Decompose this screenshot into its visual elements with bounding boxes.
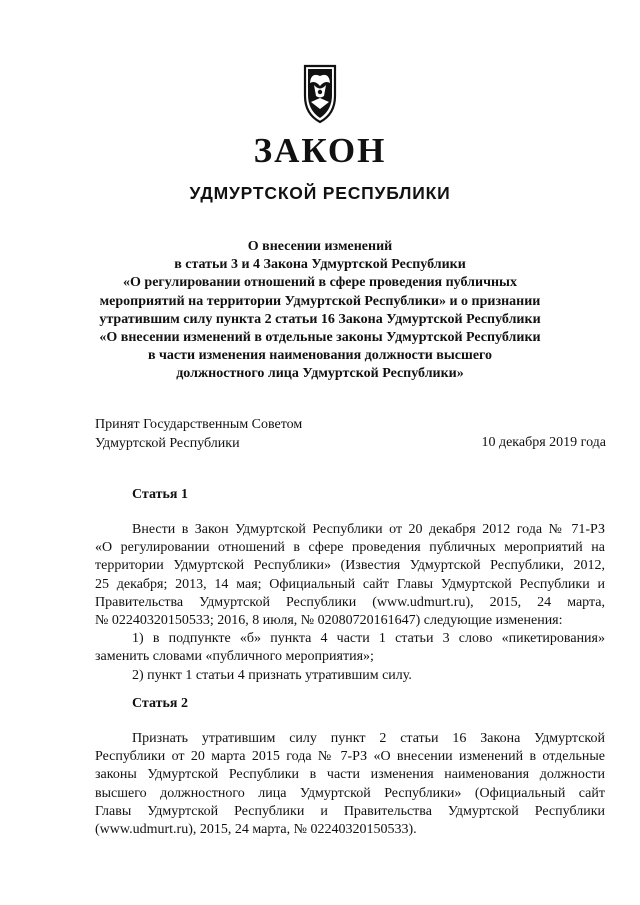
article-2-title: Статья 2 (132, 696, 188, 711)
adopted-line: Принят Государственным Советом (95, 417, 303, 432)
text-line: законы Удмуртской Республики в части изменения наименования должности (95, 767, 605, 783)
text-line: Внести в Закон Удмуртской Республики от 20 декабря 2012 года № 71-РЗ (132, 522, 605, 537)
document-subtitle: УДМУРТСКОЙ РЕСПУБЛИКИ (189, 183, 451, 203)
text-line: высшего должностного лица Удмуртской Республики» (Официальный сайт (95, 785, 605, 801)
document-title: ЗАКОН (253, 131, 387, 170)
adopted-by (95, 416, 302, 453)
article-2-paragraph (95, 730, 605, 839)
text-line: территории Удмуртской Республики» (Известия Удмуртской Республики, 2012, (95, 558, 605, 574)
article-1-title: Статья 1 (132, 487, 188, 502)
heading-line: в статьи 3 и 4 Закона Удмуртской Республики (174, 257, 466, 273)
adoption-date: 10 декабря 2019 года (481, 435, 606, 450)
text-line: «О регулировании отношений в сфере проведения публичных мероприятий на (95, 540, 605, 556)
heading-line: «О внесении изменений в отдельные законы Удмуртской Республики (99, 330, 541, 346)
text-line: Главы Удмуртской Республики и Правительства Удмуртской Республики (95, 803, 605, 819)
heading-line: мероприятий на территории Удмуртской Республики» и о признании (99, 293, 541, 309)
text-line: 1) в подпункте «б» пункта 4 части 1 статьи 3 слово «пикетирования» (132, 631, 605, 647)
text-line: Правительства Удмуртской Республики (www.udmurt.ru), 2015, 24 марта, (95, 594, 605, 610)
text-line: 25 декабря; 2013, 14 мая; Официальный сайт Главы Удмуртской Республики и (95, 576, 605, 592)
text-line: Признать утратившим силу пункт 2 статьи 16 Закона Удмуртской (132, 731, 605, 746)
heading-line: утратившим силу пункта 2 статьи 16 Закона Удмуртской Республики (99, 311, 541, 327)
text-line: (www.udmurt.ru), 2015, 24 марта, № 02240320150533). (95, 822, 417, 838)
text-line: заменить словами «публичного мероприятия»; (95, 649, 374, 665)
heading-line: в части изменения наименования должности высшего (147, 348, 493, 364)
heading-line: «О регулировании отношений в сфере проведения публичных (123, 275, 517, 291)
text-line: 2) пункт 1 статьи 4 признать утратившим силу. (132, 667, 412, 683)
adopted-line: Удмуртской Республики (95, 435, 240, 451)
text-line: № 02240320150533; 2016, 8 июля, № 02080720161647) следующие изменения: (95, 613, 563, 629)
coat-of-arms-icon (300, 62, 340, 124)
law-heading (85, 238, 555, 384)
heading-line: должностного лица Удмуртской Республики» (176, 366, 464, 382)
article-1-paragraph (95, 521, 605, 685)
text-line: Республики от 20 марта 2015 года № 7-РЗ «О внесении изменений в отдельные (95, 749, 605, 765)
heading-line: О внесении изменений (247, 239, 393, 254)
